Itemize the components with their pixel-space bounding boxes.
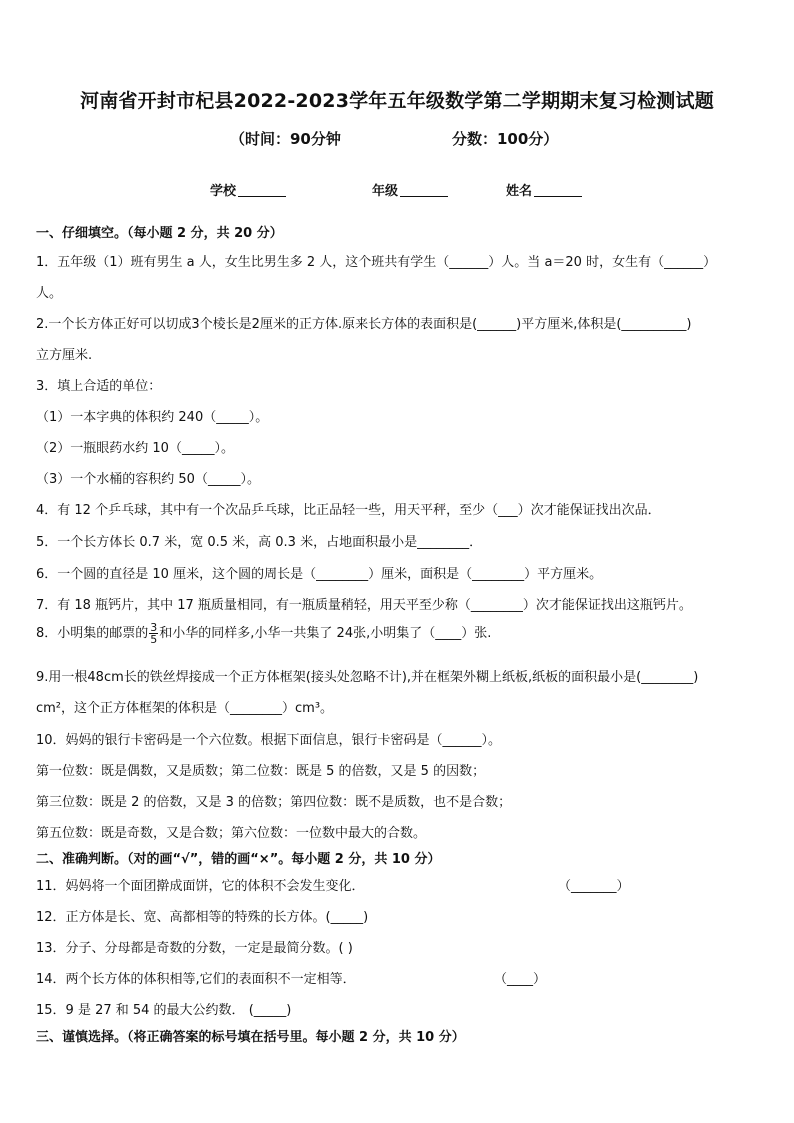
section-1-heading: 一、仔细填空。（每小题 2 分，共 20 分） <box>36 226 283 241</box>
grade-field <box>372 180 448 199</box>
question-3-part-1: （1）一本字典的体积约 240（_____）。 <box>36 410 269 425</box>
name-field <box>506 180 582 199</box>
fraction-denominator: 5 <box>150 633 158 646</box>
question-9-line-2: cm²，这个正方体框架的体积是（________）cm³。 <box>36 701 334 716</box>
grade-blank <box>400 184 448 197</box>
exam-time: （时间：90分钟 <box>230 130 341 148</box>
school-label: 学校 <box>210 184 237 199</box>
question-13: 13．分子、分母都是奇数的分数，一定是最简分数。( ) <box>36 941 353 956</box>
question-14: 14．两个长方体的体积相等,它们的表面积不一定相等． <box>36 972 356 987</box>
question-11-answer-blank: （_______） <box>558 879 630 894</box>
fraction-three-fifths <box>149 622 158 645</box>
question-3: 3．填上合适的单位： <box>36 379 162 394</box>
grade-label: 年级 <box>372 184 399 199</box>
school-blank <box>238 184 286 197</box>
name-label: 姓名 <box>506 184 533 199</box>
question-14-answer-blank: （____） <box>494 972 547 987</box>
question-8-suffix: 和小华的同样多,小华一共集了 24张,小明集了（____）张. <box>159 626 492 641</box>
question-8-prefix: 8．小明集的邮票的 <box>36 626 149 641</box>
exam-score: 分数：100分） <box>452 130 559 148</box>
question-7: 7．有 18 瓶钙片，其中 17 瓶质量相同，有一瓶质量稍轻，用天平至少称（________）次才能保证找出这瓶钙片。 <box>36 598 692 613</box>
name-blank <box>534 184 582 197</box>
question-4: 4．有 12 个乒乓球，其中有一个次品乒乓球，比正品轻一些，用天平秤，至少（___）次才能保证找出次品． <box>36 503 661 518</box>
school-field <box>210 180 286 199</box>
section-3-heading: 三、谨慎选择。（将正确答案的标号填在括号里。每小题 2 分，共 10 分） <box>36 1030 465 1045</box>
question-10: 10．妈妈的银行卡密码是一个六位数。根据下面信息，银行卡密码是（______）。 <box>36 733 502 748</box>
question-12: 12．正方体是长、宽、高都相等的特殊的长方体。(_____) <box>36 910 369 925</box>
question-1-line-1: 1．五年级（1）班有男生 a 人，女生比男生多 2 人，这个班共有学生（______）人。当 a＝20 时，女生有（______） <box>36 255 717 270</box>
question-3-part-3: （3）一个水桶的容积约 50（_____）。 <box>36 472 260 487</box>
question-3-part-2: （2）一瓶眼药水约 10（_____）。 <box>36 441 234 456</box>
question-8 <box>36 622 491 645</box>
fraction-numerator: 3 <box>150 621 158 634</box>
question-10-clue-3: 第五位数：既是奇数，又是合数；第六位数：一位数中最大的合数。 <box>36 826 427 841</box>
question-9-line-1: 9.用一根48cm长的铁丝焊接成一个正方体框架(接头处忽略不计),并在框架外糊上纸板,纸板的面积最小是(________) <box>36 670 699 685</box>
question-1-line-2: 人。 <box>36 286 63 301</box>
question-10-clue-1: 第一位数：既是偶数，又是质数；第二位数：既是 5 的倍数，又是 5 的因数； <box>36 764 486 779</box>
question-2-line-2: 立方厘米. <box>36 348 93 363</box>
question-15: 15．9 是 27 和 54 的最大公约数． (_____) <box>36 1003 292 1018</box>
question-5: 5．一个长方体长 0.7 米，宽 0.5 米，高 0.3 米，占地面积最小是________． <box>36 535 483 550</box>
page-title: 河南省开封市杞县2022-2023学年五年级数学第二学期期末复习检测试题 <box>80 90 714 112</box>
question-2-line-1: 2.一个长方体正好可以切成3个棱长是2厘米的正方体.原来长方体的表面积是(______)平方厘米,体积是(__________) <box>36 317 692 332</box>
question-6: 6．一个圆的直径是 10 厘米，这个圆的周长是（________）厘米，面积是（________）平方厘米。 <box>36 567 603 582</box>
question-11: 11．妈妈将一个面团擀成面饼，它的体积不会发生变化． <box>36 879 365 894</box>
question-10-clue-2: 第三位数：既是 2 的倍数，又是 3 的倍数；第四位数：既不是质数，也不是合数； <box>36 795 512 810</box>
section-2-heading: 二、准确判断。（对的画“√”，错的画“×”。每小题 2 分，共 10 分） <box>36 852 441 867</box>
